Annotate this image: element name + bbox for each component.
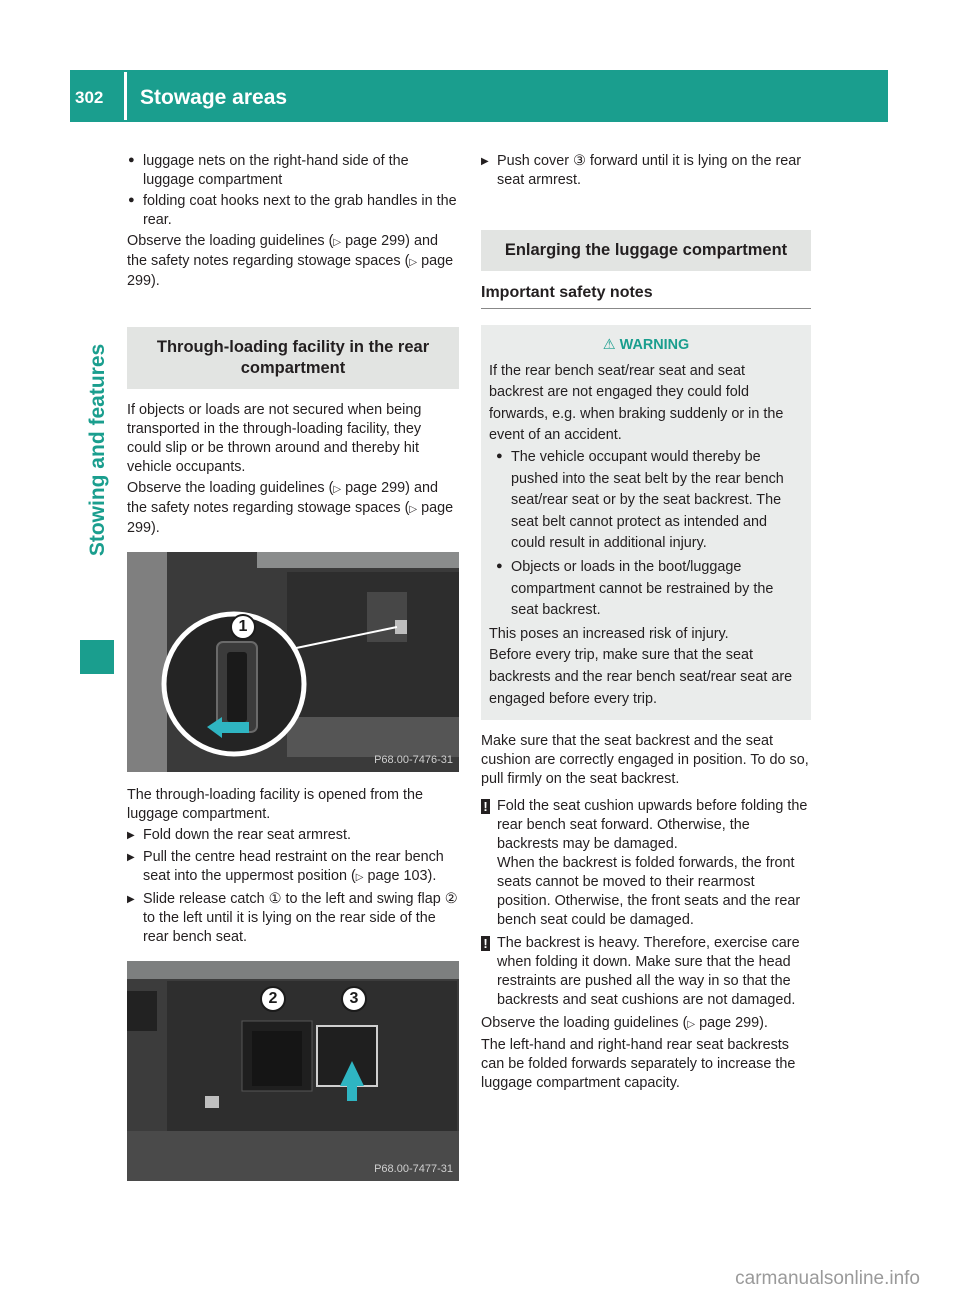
opened-paragraph: The through-loading facility is opened from the luggage compartment. [127,787,423,822]
watermark: carmanualsonline.info [735,1268,920,1289]
instruction-step: ▶ Fold down the rear seat armrest. [127,826,459,845]
side-tab-label: Stowing and features [86,343,109,557]
page-ref-link[interactable]: page 299). [127,500,454,536]
caution-note: ! Fold the seat cushion upwards before folding the rear bench seat forward. Otherwise, the backrests may be damaged. When the backrest is folded forwards, the front seats cannot be moved to their rearmost position. Otherwise, the front seats and the rear bench seat could be damaged. [481,797,811,930]
callout-ref-3: ③ [573,153,586,169]
list-item: ● folding coat hooks next to the grab handles in the rear. [127,192,459,230]
figure-code: P68.00-7476-31 [374,754,453,766]
observe-guidelines: Observe the loading guidelines (▷ page 299). [481,1015,768,1032]
header-divider [124,72,127,120]
page-ref-link[interactable]: page 299) [345,480,410,496]
page-ref-link[interactable]: page 103). [367,868,437,884]
callout-2: 2 [260,986,286,1012]
list-item: ● luggage nets on the right-hand side of the luggage compartment [127,152,459,190]
warning-list-item: ● Objects or loads in the boot/luggage compartment cannot be restrained by the seat backrest. [495,557,803,622]
page-ref-arrow-icon: ▷ [409,257,418,268]
caution-note: ! The backrest is heavy. Therefore, exercise care when folding it down. Make sure that the head restraints are pushed all the way in so that the backrests and seat cushions are not damaged. [481,934,811,1010]
caution-icon: ! [481,936,490,951]
intro-paragraph: If objects or loads are not secured when being transported in the through-loading facility, they could slip or be thrown around and thereby hit vehicle occupants. [127,402,422,475]
closing-paragraph: The left-hand and right-hand rear seat backrests can be folded forwards separately to increase the luggage compartment capacity. [481,1037,796,1092]
caution-icon: ! [481,799,490,814]
callout-ref-2: ② [444,891,458,907]
warning-risk: This poses an increased risk of injury. [489,625,729,642]
page-ref-arrow-icon: ▷ [333,237,342,248]
warning-list-item: ● The vehicle occupant would thereby be pushed into the seat belt by the rear bench seat/rear seat or by the seat backrest. The seat belt cannot protect as intended and could result in additional injury. [495,447,803,555]
page-ref-arrow-icon: ▷ [409,504,418,515]
instruction-step: ▶ Pull the centre head restraint on the rear bench seat into the uppermost position (▷ page 103). [127,848,459,887]
figure-code: P68.00-7477-31 [374,1163,453,1175]
warning-intro: If the rear bench seat/rear seat and seat backrest are not engaged they could fold forwards, e.g. when braking suddenly or in the event of an accident. [489,362,784,444]
instruction-step: ▶ Slide release catch ① to the left and swing flap ② to the left until it is lying on the rear side of the rear bench seat. [127,890,459,947]
page-ref-link[interactable]: page 299) [345,233,410,249]
figure-flap-cover [127,961,459,1181]
page-ref-arrow-icon: ▷ [355,872,364,883]
instruction-step: ▶ Push cover ③ forward until it is lying on the rear seat armrest. [481,152,811,190]
section-heading: Through-loading facility in the rear compartment [127,327,459,389]
left-column [127,152,459,1195]
page-ref-arrow-icon: ▷ [687,1019,696,1031]
page-title: Stowage areas [140,86,288,109]
warning-triangle-icon: ⚠ [602,337,616,353]
engage-paragraph: Make sure that the seat backrest and the seat cushion are correctly engaged in position. To do so, pull firmly on the seat backrest. [481,733,809,788]
warning-heading: ⚠ WARNING [602,337,690,353]
release-catch-illustration [127,552,459,772]
observe-guidelines: Observe the loading guidelines (▷ page 299) and the safety notes regarding stowage spaces (▷ page 299). [127,480,454,536]
callout-1: 1 [230,614,256,640]
section-heading: Enlarging the luggage compartment [481,230,811,271]
warning-box [481,325,811,720]
page-ref-link[interactable]: page 299). [699,1015,768,1032]
flap-cover-illustration [127,961,459,1181]
page-number: 302 [75,88,104,107]
observe-guidelines: Observe the loading guidelines (▷ page 299) and the safety notes regarding stowage spaces (▷ page 299). [127,233,454,289]
page-ref-arrow-icon: ▷ [333,484,342,495]
right-column [481,152,811,1095]
side-tab-marker [80,640,114,674]
subsection-heading: Important safety notes [481,283,811,309]
figure-release-catch [127,552,459,772]
warning-advice: Before every trip, make sure that the seat backrests and the rear bench seat/rear seat are engaged before every trip. [489,647,793,707]
callout-3: 3 [341,986,367,1012]
page-ref-link[interactable]: page 299). [127,253,454,289]
callout-ref-1: ① [268,891,282,907]
